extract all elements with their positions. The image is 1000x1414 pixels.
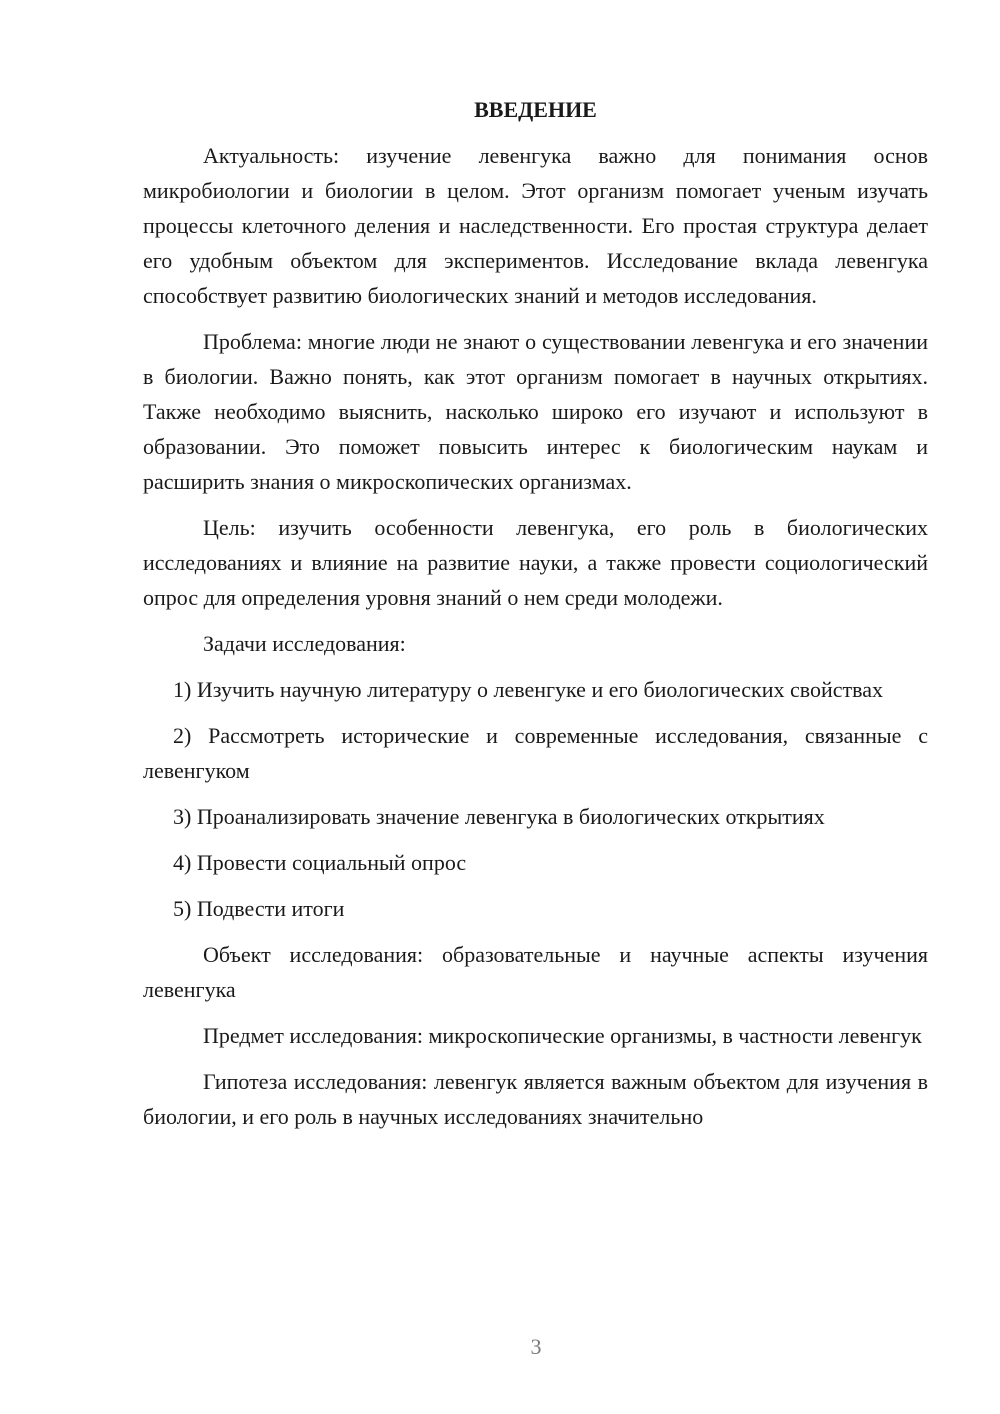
paragraph-goal: Цель: изучить особенности левенгука, его роль в биологических исследованиях и влияние на развитие науки, а также провести социологический опрос для определения уровня знаний о нем среди молодежи.	[143, 515, 928, 610]
page-title: ВВЕДЕНИЕ	[474, 97, 597, 122]
list-item: 2) Рассмотреть исторические и современные исследования, связанные с левенгуком	[143, 723, 928, 783]
list-item: 1) Изучить научную литературу о левенгуке и его биологических свойствах	[173, 677, 884, 702]
paragraph-subject: Предмет исследования: микроскопические организмы, в частности левенгук	[203, 1023, 922, 1048]
list-item: 4) Провести социальный опрос	[173, 850, 467, 875]
list-item: 5) Подвести итоги	[173, 896, 345, 921]
paragraph-problem: Проблема: многие люди не знают о существовании левенгука и его значении в биологии. Важно понять, как этот организм помогает в научных открытиях. Также необходимо выяснить, насколько широко его изучают и используют в образовании. Это поможет повысить интерес к биологическим наукам и расширить знания о микроскопических организмах.	[143, 329, 928, 494]
paragraph-object: Объект исследования: образовательные и научные аспекты изучения левенгука	[143, 942, 928, 1002]
page-number: 3	[530, 1334, 542, 1359]
paragraph-hypothesis: Гипотеза исследования: левенгук является важным объектом для изучения в биологии, и его роль в научных исследованиях значительно	[143, 1069, 928, 1129]
tasks-heading: Задачи исследования:	[203, 631, 406, 656]
page-body	[143, 95, 928, 1145]
paragraph-relevance: Актуальность: изучение левенгука важно для понимания основ микробиологии и биологии в целом. Этот организм помогает ученым изучать процессы клеточного деления и наследственности. Его простая структура делает его удобным объектом для экспериментов. Исследование вклада левенгука способствует развитию биологических знаний и методов исследования.	[143, 143, 928, 308]
tasks-list	[143, 672, 928, 926]
list-item: 3) Проанализировать значение левенгука в биологических открытиях	[173, 804, 825, 829]
